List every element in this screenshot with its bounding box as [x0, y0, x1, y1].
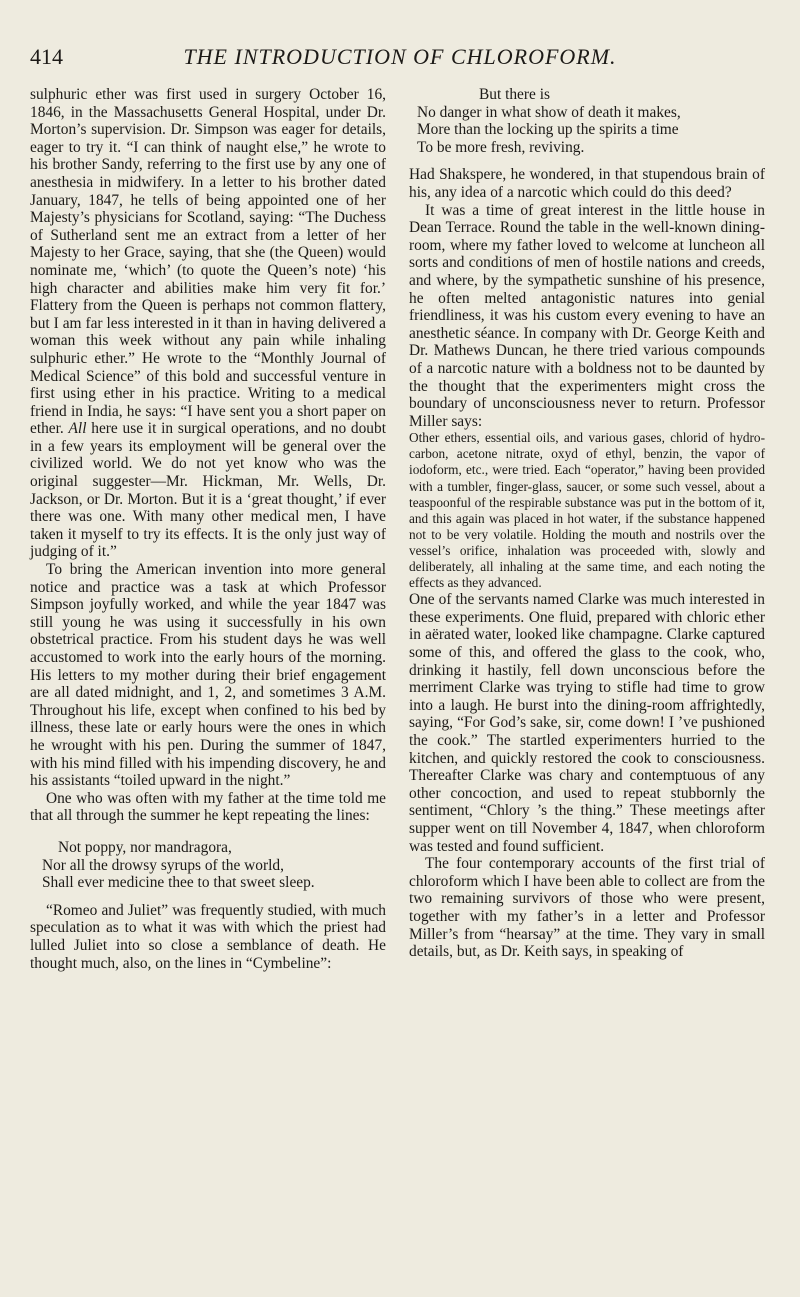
paragraph — [30, 86, 386, 561]
paragraph: One of the servants named Clarke was much interested in these experiments. One fluid, prepared with chloric ether in aërated water, looked like champagne. Clarke captured some of this, and offered the glass to the cook, who, drinking it hastily, fell down unconscious before the merriment Clarke was trying to stifle had time to grow into a laugh. He burst into the dining-room affrightedly, saying, “For God’s sake, sir, come down! I ’ve pushioned the cook.” The startled experimenters hurried to the kitchen, and quickly restored the cook to consciousness. Thereafter Clarke was chary and contemptuous of any other concoction, and used to repeat stubbornly the sentiment, “Chlory ’s the thing.” These meetings after supper went on till November 4, 1847, when chloroform was tested and found sufficient. — [409, 591, 765, 855]
verse-line: Not poppy, nor mandragora, — [58, 838, 232, 856]
verse-line: No danger in what show of death it makes, — [417, 103, 681, 121]
right-column — [409, 86, 765, 961]
verse-block — [409, 86, 765, 156]
paragraph: One who was often with my father at the time told me that all through the summer he kept repeating the lines: — [30, 789, 386, 825]
paragraph: The four contemporary accounts of the first trial of chloroform which I have been able to collect are from the two remaining survivors of those who were present, together with my father’s in a letter and Professor Miller’s from “hearsay” at the time. They vary in small details, but, as Dr. Keith says, in speaking of — [409, 855, 765, 961]
page-number: 414 — [30, 44, 63, 69]
paragraph: To bring the American invention into more general notice and practice was a task at which Professor Simpson joyfully worked, and while the year 1847 was still young he was using it successfully in his own obstetrical practice. From his student days he was well accustomed to work into the early hours of the morning. His letters to my mother during their brief engagement are all dated midnight, and 1, 2, and sometimes 3 A.M. Throughout his life, except when confined to his bed by illness, these late or early hours were the ones in which he wrought with his pen. During the summer of 1847, with his mind filled with his impending discovery, he and his assistants “toiled upward in the night.” — [30, 561, 386, 790]
paragraph: It was a time of great interest in the little house in Dean Terrace. Round the table in the well-known dining-room, where my father loved to welcome at luncheon all sorts and conditions of men of hostile nations and creeds, and where, by the sympathetic sunshine of his presence, he often melted antagonistic natures into genial friendliness, it was his custom every evening to have an anesthetic séance. In company with Dr. George Keith and Dr. Mathews Duncan, he there tried various compounds of a narcotic nature with a boldness not to be daunted by the thought that the experimenters might cross the boundary of unconsciousness never to return. Professor Miller says: — [409, 201, 765, 430]
verse-line: But there is — [479, 86, 550, 103]
verse-block — [30, 839, 386, 892]
block-quote: Other ethers, essential oils, and various gases, chlorid of hydro-carbon, acetone nitrate, oxyd of ethyl, benzin, the vapor of iodoform, etc., were tried. Each “operator,” having been provided with a tumbler, finger-glass, saucer, or some such vessel, about a teaspoonful of the respirable substance was put in the bottom of it, and this again was placed in hot water, if the substance happened not to be very volatile. Holding the mouth and nostrils over the vessel’s orifice, inhalation was proceeded with, slowly and deliberately, all inhaling at the same time, and each noting the effects as they advanced. — [409, 430, 765, 591]
verse-line: Nor all the drowsy syrups of the world, — [42, 856, 284, 874]
paragraph: “Romeo and Juliet” was frequently studied, with much speculation as to what it was with which the priest had lulled Juliet into so close a semblance of death. He thought much, also, on the lines in “Cymbeline”: — [30, 901, 386, 972]
paragraph: Had Shakspere, he wondered, in that stupendous brain of his, any idea of a narcotic which could do this deed? — [409, 166, 765, 201]
page-header — [30, 44, 770, 74]
emphasis: All — [68, 420, 87, 438]
verse-line: Shall ever medicine thee to that sweet sleep. — [42, 874, 315, 892]
verse-line: To be more fresh, reviving. — [417, 138, 585, 156]
left-column — [30, 86, 386, 972]
paragraph-text: here use it in surgical operations, and no doubt in a few years its employment will be general over the civilized world. We do not yet know who was the original suggester—Mr. Hickman, Mr. Wells, Dr. Jackson, or Dr. Morton. But it is a ‘great thought,’ if ever there was one. With many other medical men, I have taken it myself to try its effects. It is the only just way of judging of it.” — [30, 420, 386, 561]
running-title: THE INTRODUCTION OF CHLOROFORM. — [183, 44, 617, 69]
verse-line: More than the locking up the spirits a time — [417, 121, 679, 139]
paragraph-text: sulphuric ether was first used in surgery October 16, 1846, in the Massachusetts General Hospital, under Dr. Morton’s supervision. Dr. Simpson was eager for details, eager to try it. “I can think of naught else,” he wrote to his brother Sandy, referring to the first use by any one of anesthesia in midwifery. In a letter to his brother dated January, 1847, he tells of being appointed one of her Majesty’s physicians for Scotland, saying: “The Duchess of Sutherland sent me an extract from a letter of her Majesty to her Grace, saying, that she (the Queen) would nominate me, ‘which’ (to quote the Queen’s note) ‘his high character and abilities make him very fit for.’ Flattery from the Queen is perhaps not common flattery, but I am far less interested in it than in having delivered a woman this week without any pain while inhaling sulphuric ether.” He wrote to the “Monthly Journal of Medical Science” of this bold and successful venture in first using ether in his practice. Writing to a medical friend in India, he says: “I have sent you a short paper on ether. — [30, 86, 386, 438]
